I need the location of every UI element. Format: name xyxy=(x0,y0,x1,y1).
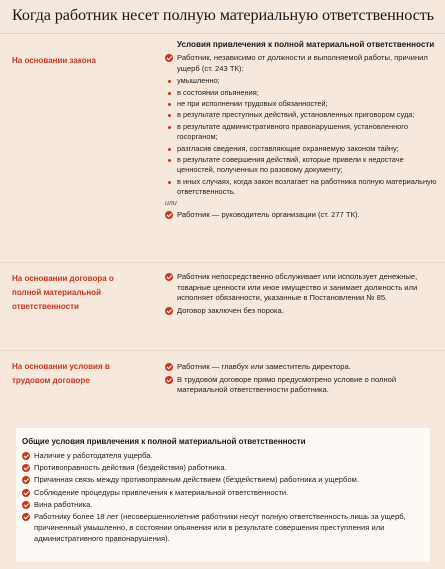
sub-item: в результате административного правонарушения, установленного госорганом; xyxy=(165,122,440,143)
general-conditions-list xyxy=(22,451,422,546)
or-label: или xyxy=(165,199,177,207)
conditions-header: Условия привлечения к полной материальной ответственности xyxy=(177,40,435,49)
check-circle-icon xyxy=(165,273,173,281)
bullet-dot-icon xyxy=(168,92,171,95)
sub-item: в состоянии опьянения; xyxy=(165,88,440,98)
check-circle-icon xyxy=(22,464,30,472)
bullet-dot-icon xyxy=(168,126,171,129)
check-circle-icon xyxy=(165,54,173,62)
check-circle-icon xyxy=(165,307,173,315)
list-item: В трудовом договоре прямо предусмотрено условие о полной материальной ответственности работника. xyxy=(165,375,440,396)
sub-item: умышленно; xyxy=(165,76,440,86)
list-item: Работник — главбух или заместитель директора. xyxy=(165,362,440,373)
check-circle-icon xyxy=(165,211,173,219)
title-divider xyxy=(0,33,445,34)
general-conditions-title: Общие условия привлечения к полной материальной ответственности xyxy=(22,437,306,446)
section-divider xyxy=(0,262,445,263)
sub-item: разгласив сведения, составляющие охраняемую законом тайну; xyxy=(165,144,440,154)
check-circle-icon xyxy=(22,452,30,460)
list-item: Причинная связь между противоправным действием (бездействием) работника и ущербом. xyxy=(22,475,422,486)
sub-item: в результате совершения действий, которые привели к недостаче ценностей, полученных по разовому документу; xyxy=(165,155,440,176)
list-item: Вина работника. xyxy=(22,500,422,511)
sub-item: в результате преступных действий, установленных приговором суда; xyxy=(165,110,440,120)
bullet-dot-icon xyxy=(168,103,171,106)
check-circle-icon xyxy=(22,489,30,497)
check-circle-icon xyxy=(165,376,173,384)
bullet-dot-icon xyxy=(168,114,171,117)
list-item: Соблюдение процедуры привлечения к материальной ответственности. xyxy=(22,488,422,499)
section-contract-items xyxy=(165,272,440,318)
section-law-items xyxy=(165,53,440,222)
bullet-dot-icon xyxy=(168,148,171,151)
list-item: Работник, независимо от должности и выполняемой работы, причинил ущерб (ст. 243 ТК): xyxy=(165,53,440,74)
bullet-dot-icon xyxy=(168,181,171,184)
section-divider xyxy=(0,350,445,351)
page-title: Когда работник несет полную материальную ответственность xyxy=(12,6,434,24)
check-circle-icon xyxy=(22,501,30,509)
sub-item: в иных случаях, когда закон возлагает на работника полную материальную ответственность. xyxy=(165,177,440,198)
bullet-dot-icon xyxy=(168,80,171,83)
bullet-dot-icon xyxy=(168,159,171,162)
check-circle-icon xyxy=(22,476,30,484)
basis-employment-contract: На основании условия в трудовом договоре xyxy=(12,362,110,385)
list-item: Работнику более 18 лет (несовершеннолетние работники несут полную ответственность лишь за ущерб, причиненный умышленно, в состоянии опьянения или в результате совершения преступления или административного правонарушения). xyxy=(22,512,422,544)
sub-item: не при исполнении трудовых обязанностей; xyxy=(165,99,440,109)
list-item: Наличие у работодателя ущерба. xyxy=(22,451,422,462)
basis-law: На основании закона xyxy=(12,56,96,65)
check-circle-icon xyxy=(22,513,30,521)
basis-contract: На основании договора о полной материальной ответственности xyxy=(12,274,114,311)
check-circle-icon xyxy=(165,363,173,371)
list-item: Работник — руководитель организации (ст. 277 ТК). xyxy=(165,210,440,221)
list-item: Договор заключен без порока. xyxy=(165,306,440,317)
section-employment-items xyxy=(165,362,440,398)
list-item: Работник непосредственно обслуживает или использует денежные, товарные ценности или иное имущество и занимает должность или исполняет обязанности, указанные в Постановлении № 85. xyxy=(165,272,440,304)
list-item: Противоправность действия (бездействия) работника. xyxy=(22,463,422,474)
